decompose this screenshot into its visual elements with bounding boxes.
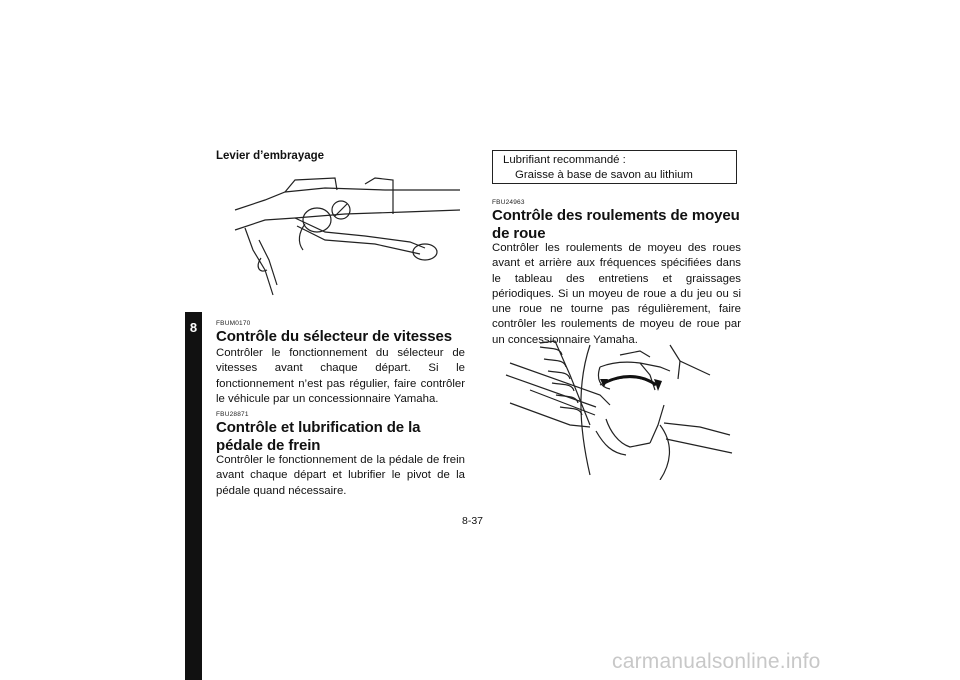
section-tab	[185, 312, 202, 680]
section-code: FBUM0170	[216, 320, 251, 327]
section-tab-number: 8	[189, 320, 198, 335]
watermark: carmanualsonline.info	[612, 650, 821, 673]
section-title: Contrôle des roulements de moyeu de roue	[492, 207, 740, 242]
section-body: Contrôler le fonctionnement de la pédale de frein avant chaque départ et lubrifier le pivot de la pédale quand nécessaire.	[216, 454, 465, 497]
section-code: FBU24963	[492, 199, 525, 206]
clutch-lever-heading: Levier d’embrayage	[216, 150, 325, 162]
lubricant-box	[492, 150, 737, 184]
wheel-hub-illustration	[500, 335, 740, 480]
lubricant-value: Graisse à base de savon au lithium	[515, 169, 693, 181]
lubricant-label: Lubrifiant recommandé :	[503, 154, 626, 166]
clutch-lever-illustration	[225, 170, 465, 300]
section-code: FBU28871	[216, 411, 249, 418]
section-title: Contrôle et lubrification de la pédale de frein	[216, 419, 421, 454]
section-body: Contrôler les roulements de moyeu des roues avant et arrière aux fréquences spécifiées dans le tableau des entretiens et graissages périodiques. Si un moyeu de roue a du jeu ou si une roue ne tourne pas régulièrement, faire contrôler les roulements de moyeu de roue par un concessionnaire Yamaha.	[492, 242, 741, 346]
section-title: Contrôle du sélecteur de vitesses	[216, 328, 452, 345]
page-number: 8-37	[462, 515, 484, 527]
section-body: Contrôler le fonctionnement du sélecteur de vitesses avant chaque départ. Si le fonctionnement n’est pas régulier, faire contrôler le véhicule par un concessionnaire Yamaha.	[216, 347, 465, 405]
